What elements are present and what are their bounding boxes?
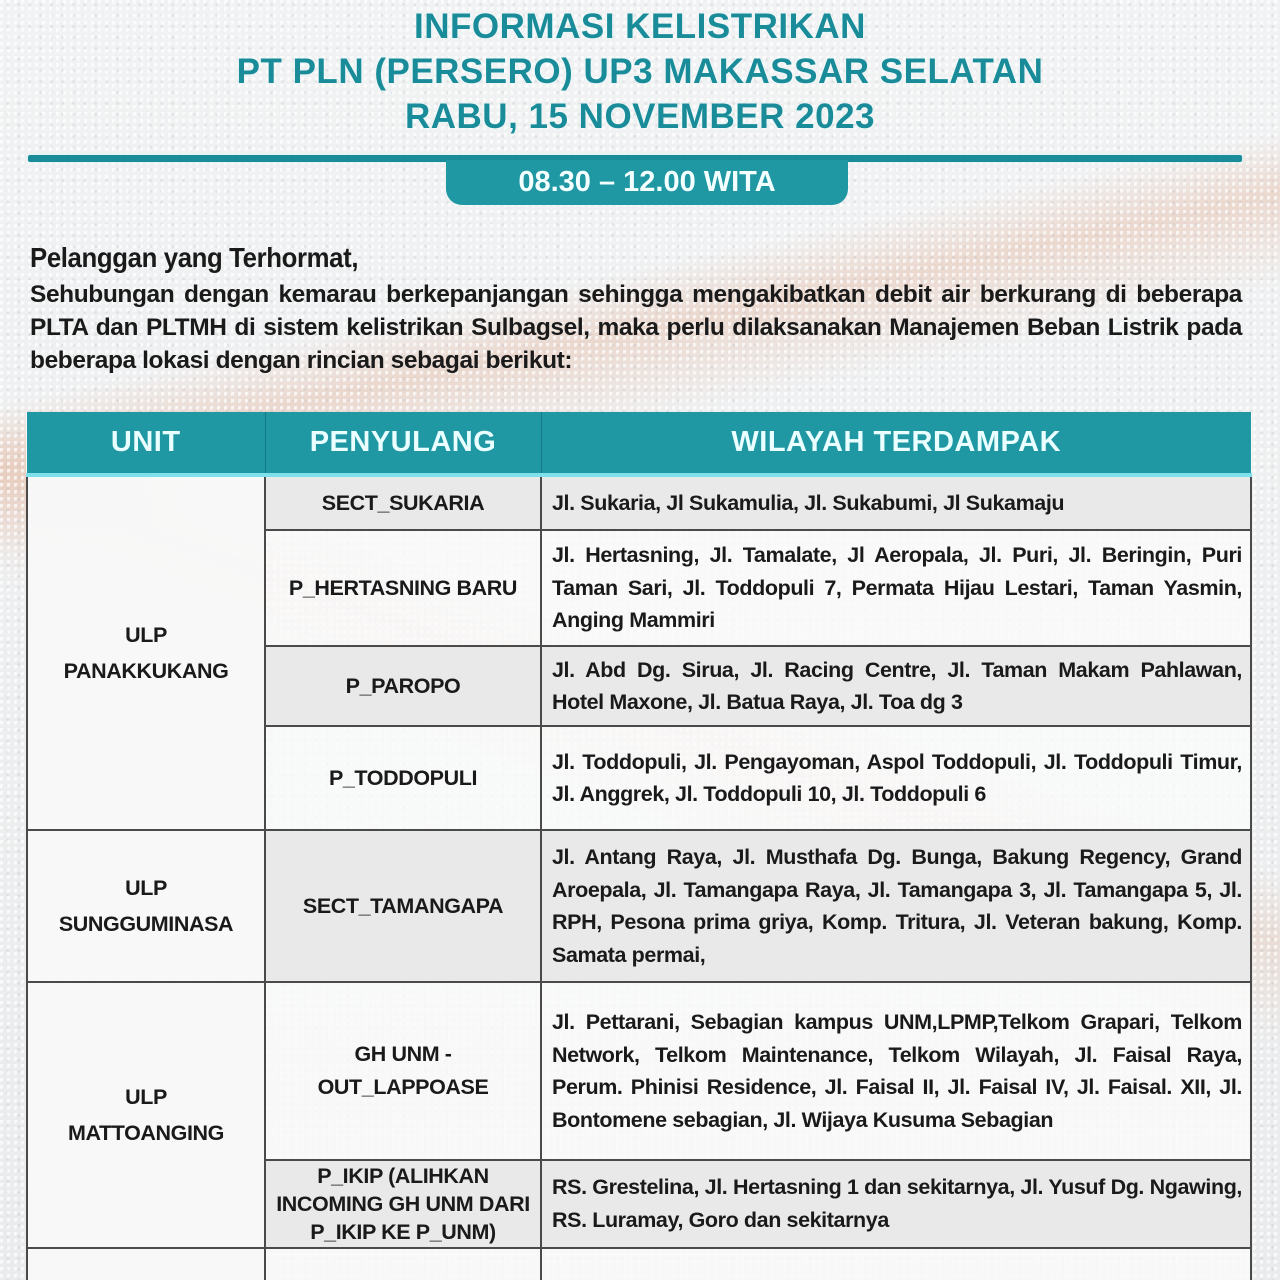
area-cell: Jl. Pettarani, Sebagian kampus UNM,LPMP,Telkom Grapari, Telkom Network, Telkom Maintenance, Telkom Wilayah, Jl. Faisal Raya, Perum. Phinisi Residence, Jl. Faisal II, Jl. Faisal IV, Jl. Faisal. XII, Jl. Bontomene sebagian, Jl. Wijaya Kusuma Sebagian xyxy=(541,982,1251,1160)
header-feeder: PENYULANG xyxy=(265,412,541,475)
title-line-3: RABU, 15 NOVEMBER 2023 xyxy=(404,97,876,136)
area-cell: Jl. Sukaria, Jl Sukamulia, Jl. Sukabumi, Jl Sukamaju xyxy=(541,475,1251,530)
feeder-cell: P_PAROPO xyxy=(265,646,541,726)
feeder-name-line: GH UNM - xyxy=(354,1042,452,1066)
unit-label: ULP xyxy=(125,876,167,900)
unit-name: MATTOANGING xyxy=(67,1121,225,1145)
unit-label: ULP xyxy=(125,623,167,647)
feeder-name-line: P_IKIP (ALIHKAN xyxy=(317,1164,489,1188)
greeting: Pelanggan yang Terhormat, xyxy=(30,242,359,273)
feeder-cell: P_TODDOPULI xyxy=(265,726,541,830)
feeder-name-line: INCOMING GH UNM DARI xyxy=(276,1192,530,1216)
unit-name: SUNGGUMINASA xyxy=(58,912,234,936)
unit-cell xyxy=(27,475,265,830)
area-cell xyxy=(541,1248,1251,1280)
unit-cell xyxy=(27,1248,265,1280)
table-header-row xyxy=(27,412,1251,475)
area-cell: Jl. Toddopuli, Jl. Pengayoman, Aspol Toddopuli, Jl. Toddopuli Timur, Jl. Anggrek, Jl. Toddopuli 10, Jl. Toddopuli 6 xyxy=(541,726,1251,830)
header-unit: UNIT xyxy=(27,412,265,475)
feeder-name-line: OUT_LAPPOASE xyxy=(317,1075,489,1099)
feeder-cell xyxy=(265,982,541,1160)
feeder-cell: SECT_SUKARIA xyxy=(265,475,541,530)
announcement-title xyxy=(0,4,1280,139)
affected-areas-table xyxy=(26,412,1252,1280)
table-row xyxy=(27,475,1251,530)
header-affected-area: WILAYAH TERDAMPAK xyxy=(541,412,1251,475)
intro-section xyxy=(30,238,1242,377)
unit-label: ULP xyxy=(125,1085,167,1109)
title-line-2: PT PLN (PERSERO) UP3 MAKASSAR SELATAN xyxy=(236,52,1044,91)
feeder-cell: P_HERTASNING BARU xyxy=(265,530,541,646)
time-badge: 08.30 – 12.00 WITA xyxy=(446,160,848,205)
table-row xyxy=(27,1248,1251,1280)
area-cell: RS. Grestelina, Jl. Hertasning 1 dan sekitarnya, Jl. Yusuf Dg. Ngawing, RS. Luramay, Goro dan sekitarnya xyxy=(541,1160,1251,1248)
table-row xyxy=(27,982,1251,1160)
unit-name: PANAKKUKANG xyxy=(63,659,229,683)
feeder-cell xyxy=(265,1160,541,1248)
area-cell: Jl. Hertasning, Jl. Tamalate, Jl Aeropala, Jl. Puri, Jl. Beringin, Puri Taman Sari, Jl. Toddopuli 7, Permata Hijau Lestari, Taman Yasmin, Anging Mammiri xyxy=(541,530,1251,646)
intro-paragraph: Sehubungan dengan kemarau berkepanjangan sehingga mengakibatkan debit air berkurang di beberapa PLTA dan PLTMH di sistem kelistrikan Sulbagsel, maka perlu dilaksanakan Manajemen Beban Listrik pada beberapa lokasi dengan rincian sebagai berikut: xyxy=(30,281,1242,374)
area-cell: Jl. Abd Dg. Sirua, Jl. Racing Centre, Jl. Taman Makam Pahlawan, Hotel Maxone, Jl. Batua Raya, Jl. Toa dg 3 xyxy=(541,646,1251,726)
unit-cell xyxy=(27,982,265,1248)
title-line-1: INFORMASI KELISTRIKAN xyxy=(414,7,866,46)
feeder-name-line: P_IKIP KE P_UNM) xyxy=(310,1220,496,1244)
feeder-cell: SECT_TAMANGAPA xyxy=(265,830,541,982)
unit-cell xyxy=(27,830,265,982)
feeder-cell xyxy=(265,1248,541,1280)
table-row xyxy=(27,830,1251,982)
area-cell: Jl. Antang Raya, Jl. Musthafa Dg. Bunga, Bakung Regency, Grand Aroepala, Jl. Tamangapa Raya, Jl. Tamangapa 3, Jl. Tamangapa 5, Jl. RPH, Pesona prima griya, Komp. Tritura, Jl. Veteran bakung, Komp. Samata permai, xyxy=(541,830,1251,982)
